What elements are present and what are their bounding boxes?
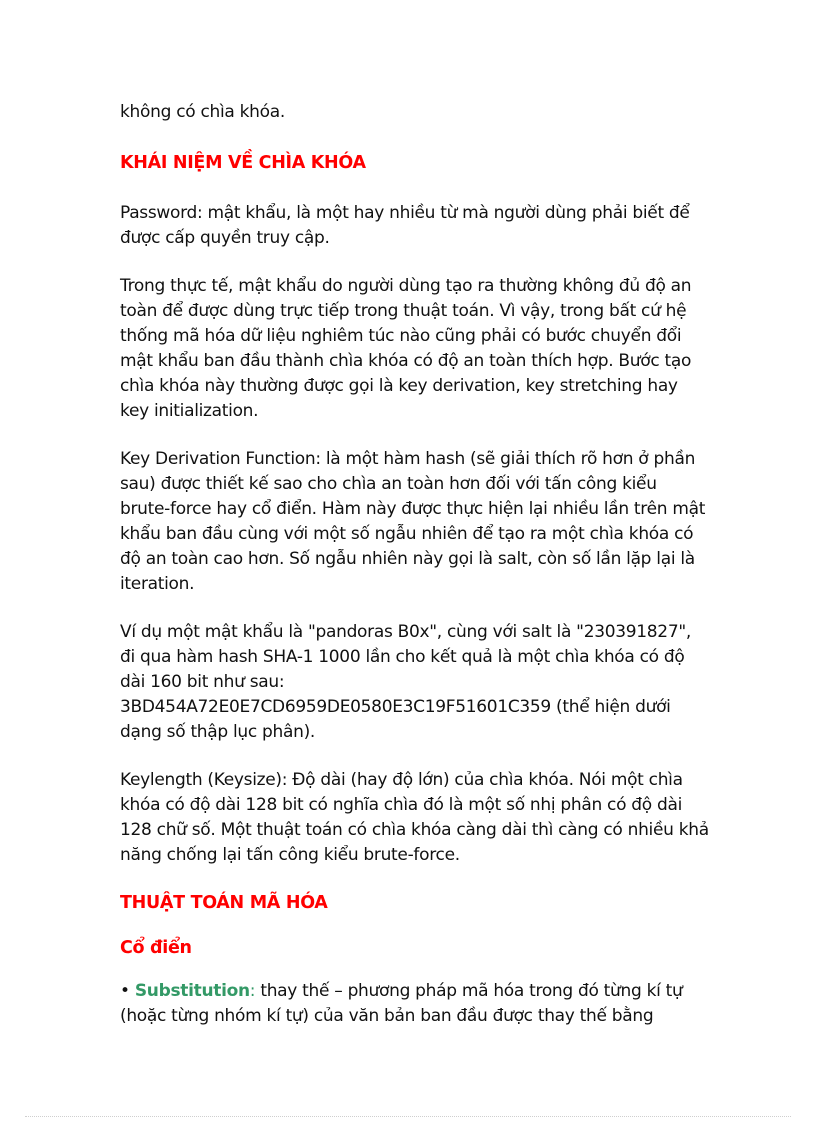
document-page: [120, 100, 710, 1052]
paragraph-practice: Trong thực tế, mật khẩu do người dùng tạo ra thường không đủ độ an toàn để được dùng trực tiếp trong thuật toán. Vì vậy, trong bất cứ hệ thống mã hóa dữ liệu nghiêm túc nào cũng phải có bước chuyển đổi mật khẩu ban đầu thành chìa khóa có độ an toàn thích hợp. Bước tạo chìa khóa này thường được gọi là key derivation, key stretching hay key initialization.: [120, 276, 692, 421]
paragraph-example: [120, 620, 710, 745]
heading-algorithms: THUẬT TOÁN MÃ HÓA: [120, 893, 328, 913]
paragraph-keylength: Keylength (Keysize): Độ dài (hay độ lớn) của chìa khóa. Nói một chìa khóa có độ dài 128 bit có nghĩa chìa đó là một số nhị phân có độ dài 128 chữ số. Một thuật toán có chìa khóa càng dài thì càng có nhiều khả năng chống lại tấn công kiểu brute-force.: [120, 770, 709, 865]
paragraph-password: Password: mật khẩu, là một hay nhiều từ mà người dùng phải biết để được cấp quyền truy cập.: [120, 203, 690, 248]
example-line: Ví dụ một mật khẩu là "pandoras B0x", cùng với salt là "230391827", đi qua hàm hash SHA-1 1000 lần cho kết quả là một chìa khóa có độ dài 160 bit như sau:: [120, 622, 691, 692]
substitution-colon: :: [249, 981, 256, 1001]
intro-line: không có chìa khóa.: [120, 102, 285, 122]
heading-key-concept: KHÁI NIỆM VỀ CHÌA KHÓA: [120, 153, 366, 173]
heading-classic: Cổ điển: [120, 938, 192, 958]
paragraph-kdf: Key Derivation Function: là một hàm hash (sẽ giải thích rõ hơn ở phần sau) được thiết kế sao cho chìa an toàn hơn đối với tấn công kiểu brute-force hay cổ điển. Hàm này được thực hiện lại nhiều lần trên mật khẩu ban đầu cùng với một số ngẫu nhiên để tạo ra một chìa khóa có độ an toàn cao hơn. Số ngẫu nhiên này gọi là salt, còn số lần lặp lại là iteration.: [120, 449, 706, 594]
paragraph-substitution: [120, 979, 710, 1029]
example-hex-line: 3BD454A72E0E7CD6959DE0580E3C19F51601C359 (thể hiện dưới dạng số thập lục phân).: [120, 697, 671, 742]
substitution-term: Substitution: [134, 981, 250, 1001]
bullet: •: [120, 981, 130, 1001]
substitution-text: thay thế – phương pháp mã hóa trong đó từng kí tự (hoặc từng nhóm kí tự) của văn bản ban đầu được thay thế bằng: [120, 981, 683, 1026]
page-divider: [25, 1116, 791, 1117]
